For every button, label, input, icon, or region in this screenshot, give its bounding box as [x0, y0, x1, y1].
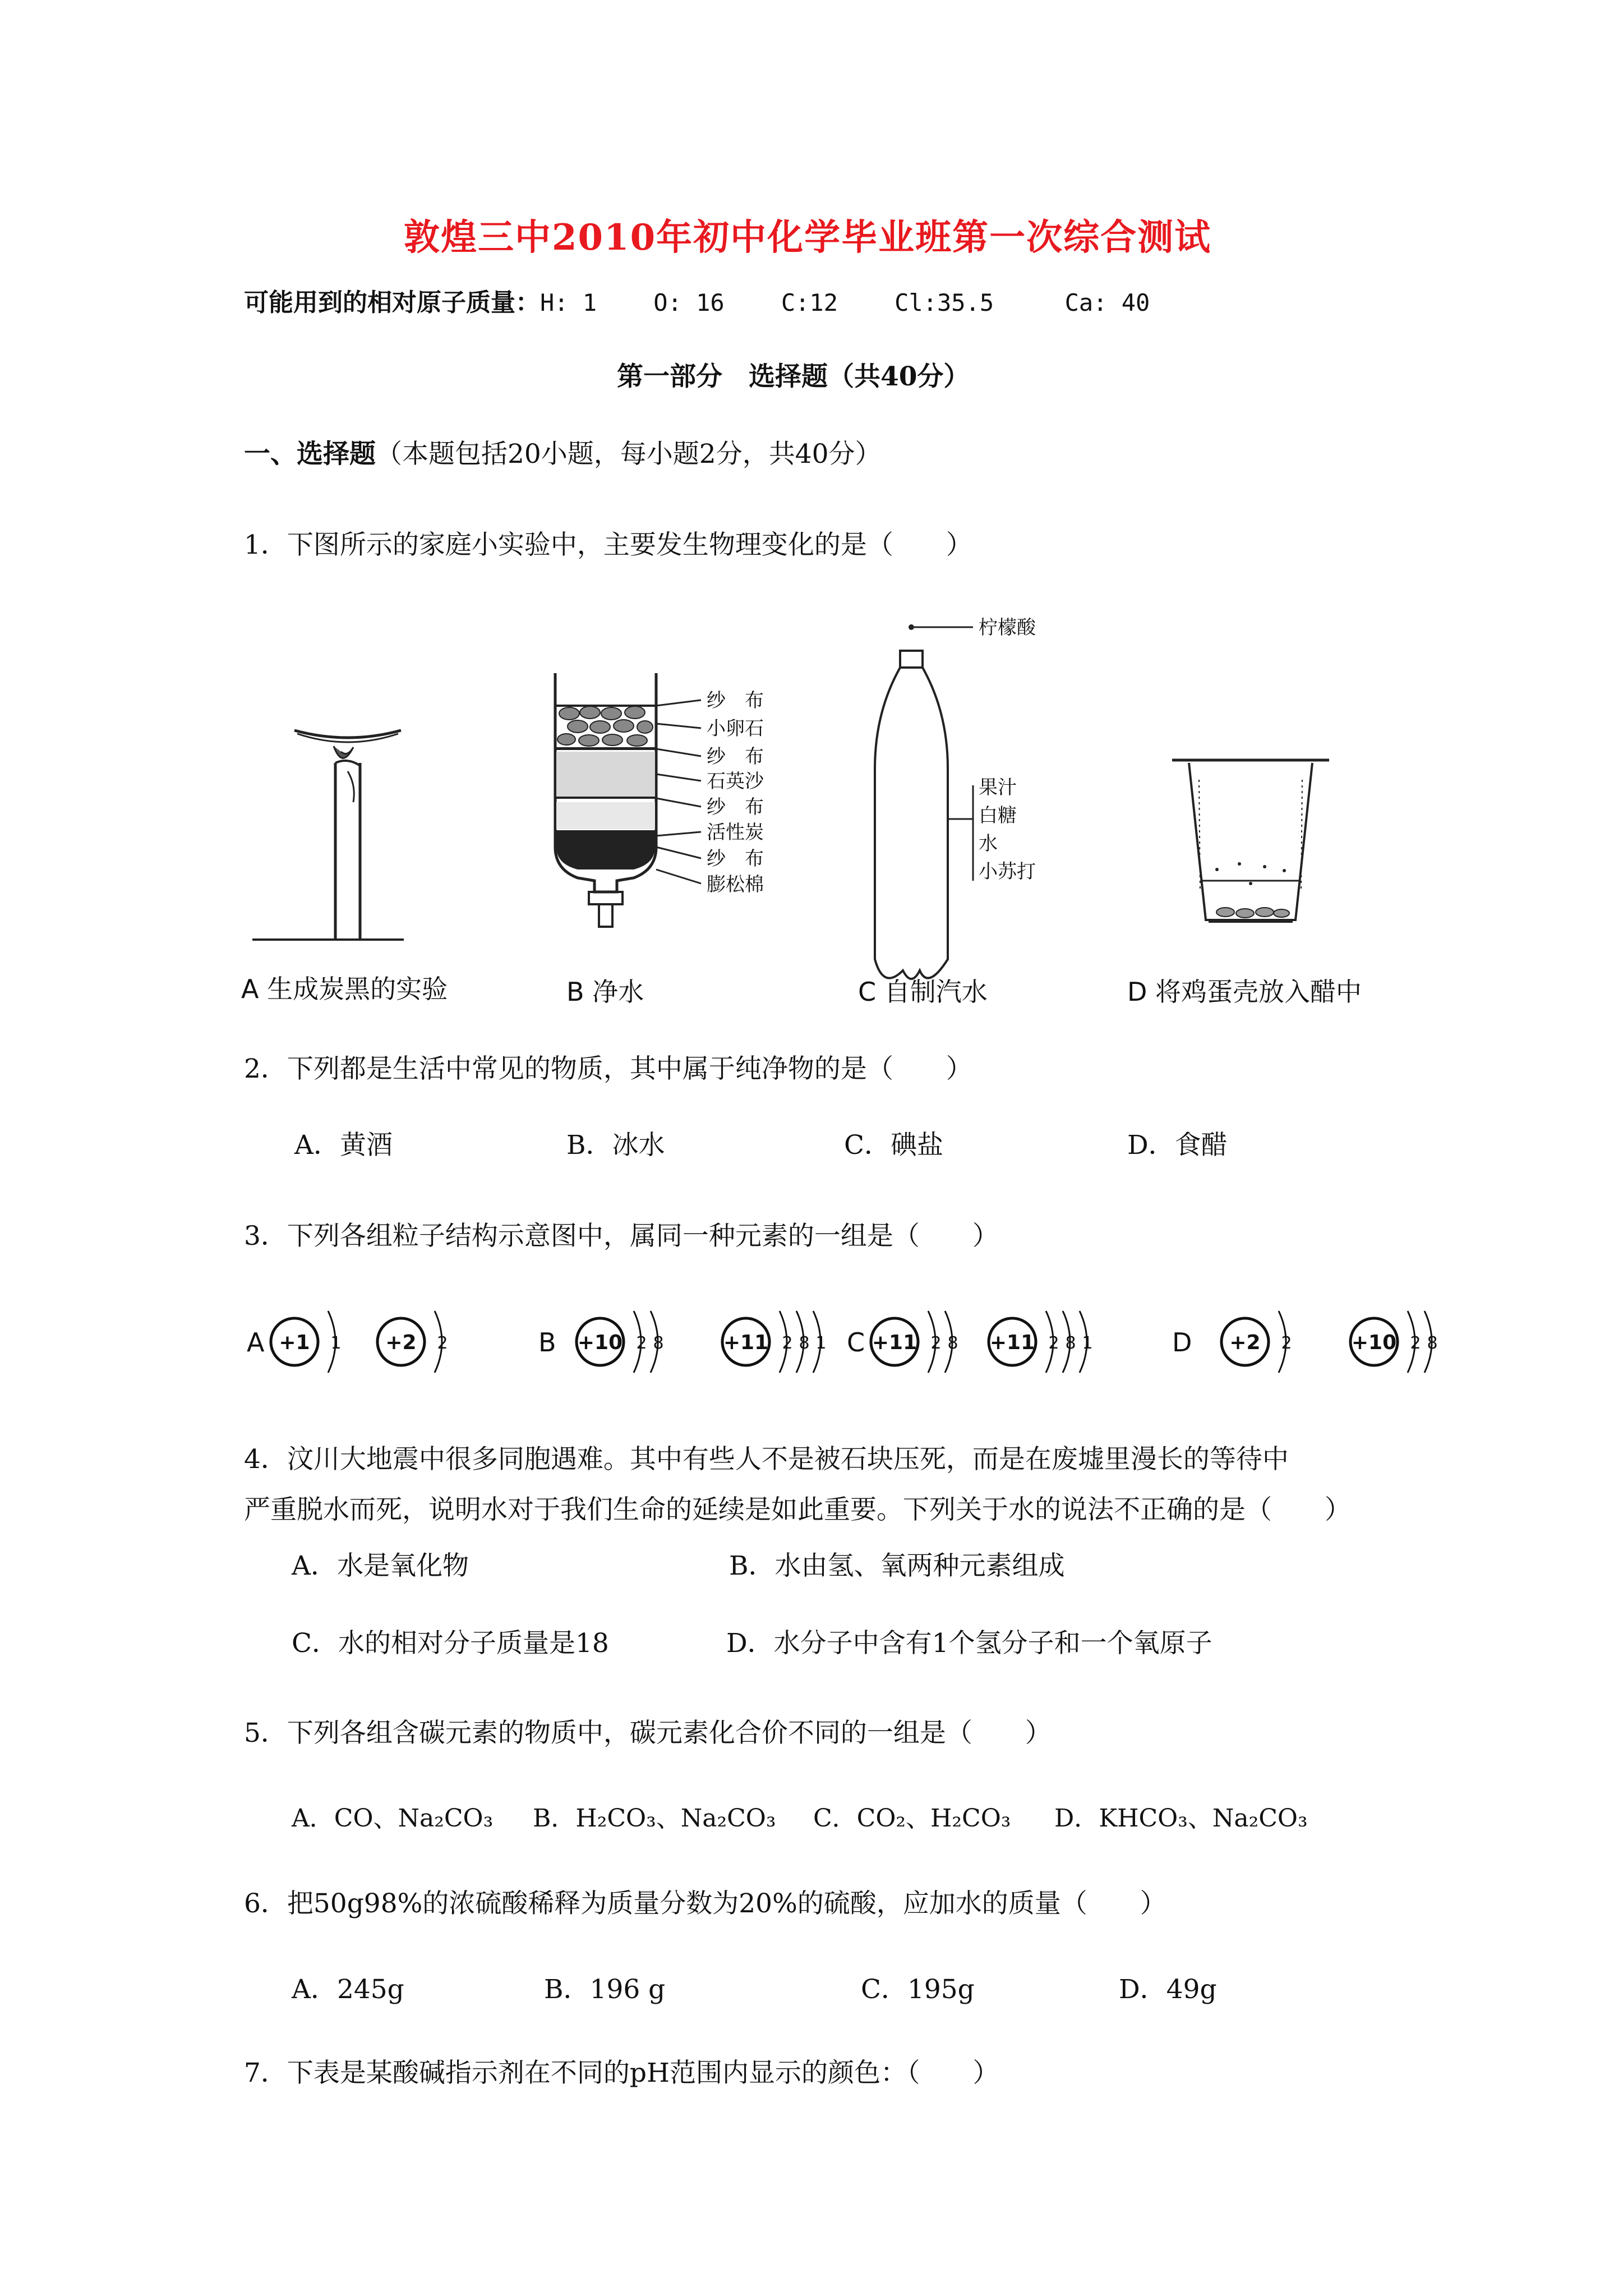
- filter-label: 纱 布: [707, 848, 764, 870]
- bottle-label: 小苏打: [979, 861, 1036, 883]
- bottle-label: 果汁: [979, 776, 1017, 799]
- q6-stem: 6．把50g98%的浓硫酸稀释为质量分数为20%的硫酸，应加水的质量（ ）: [244, 1888, 1166, 1919]
- filter-label: 活性炭: [707, 821, 764, 844]
- part-heading: 第一部分 选择题（共40分）: [617, 361, 970, 392]
- nucleus-charge: +10: [577, 1331, 623, 1354]
- electron-count: 2: [930, 1333, 942, 1353]
- electron-count: 1: [815, 1333, 827, 1353]
- q3-stem: 3．下列各组粒子结构示意图中，属同一种元素的一组是（ ）: [244, 1221, 999, 1251]
- q2-option-d: D．食醋: [1127, 1130, 1228, 1161]
- nucleus-charge: +11: [989, 1331, 1035, 1354]
- filter-label: 纱 布: [707, 796, 764, 818]
- q6-option-d: D．49g: [1119, 1974, 1217, 2005]
- q5-stem: 5．下列各组含碳元素的物质中，碳元素化合价不同的一组是（ ）: [244, 1718, 1052, 1749]
- q2-option-b: B．冰水: [566, 1130, 665, 1161]
- filter-label: 小卵石: [707, 717, 764, 740]
- q4-line2: 严重脱水而死，说明水对于我们生命的延续是如此重要。下列关于水的说法不正确的是（ ）: [244, 1494, 1351, 1525]
- electron-count: 8: [1427, 1333, 1438, 1353]
- filter-label: 纱 布: [707, 746, 764, 768]
- filter-label: 纱 布: [707, 689, 764, 712]
- q7-stem: 7．下表是某酸碱指示剂在不同的pH范围内显示的颜色：（ ）: [244, 2058, 999, 2088]
- bottle-top-label: 柠檬酸: [979, 616, 1036, 639]
- q5-option-a: A．CO、Na₂CO₃: [292, 1804, 494, 1833]
- electron-count: 2: [1281, 1333, 1292, 1353]
- q1-caption-c: C 自制汽水: [858, 977, 988, 1007]
- figure-b-water-filter: [538, 662, 852, 954]
- section-label: 一、选择题: [244, 439, 376, 470]
- electron-count: 8: [653, 1333, 664, 1353]
- q1-caption-b: B 净水: [566, 977, 644, 1007]
- nucleus-charge: +11: [723, 1331, 769, 1354]
- q1-stem: 1．下图所示的家庭小实验中，主要发生物理变化的是（ ）: [244, 530, 972, 560]
- filter-label: 膨松棉: [707, 873, 764, 896]
- section-note: （本题包括20小题，每小题2分，共40分）: [376, 439, 882, 470]
- q5-option-b: B．H₂CO₃、Na₂CO₃: [533, 1804, 776, 1833]
- q2-option-a: A．黄酒: [294, 1130, 393, 1161]
- q4-option-b: B．水由氢、氧两种元素组成: [729, 1550, 1065, 1581]
- q4-line1: 4．汶川大地震中很多同胞遇难。其中有些人不是被石块压死，而是在废墟里漫长的等待中: [244, 1444, 1289, 1475]
- electron-count: 1: [1082, 1333, 1093, 1353]
- bottle-label: 白糖: [979, 804, 1017, 827]
- section-heading: [244, 439, 882, 470]
- q4-option-c: C．水的相对分子质量是18: [292, 1628, 609, 1659]
- q4-option-a: A．水是氧化物: [292, 1550, 469, 1581]
- q5-option-c: C．CO₂、H₂CO₃: [813, 1804, 1011, 1833]
- electron-count: 2: [636, 1333, 647, 1353]
- nucleus-charge: +2: [1229, 1331, 1261, 1354]
- q3-group-letter: B: [538, 1327, 556, 1358]
- q6-option-c: C．195g: [861, 1974, 975, 2005]
- q3-group-letter: D: [1172, 1327, 1192, 1358]
- q1-caption-a: A 生成炭黑的实验: [241, 974, 448, 1004]
- atomic-mass-values: H: 1 O: 16 C:12 Cl:35.5 Ca: 40: [540, 289, 1150, 316]
- atomic-mass-label: 可能用到的相对原子质量：: [244, 288, 540, 317]
- nucleus-charge: +1: [279, 1331, 310, 1354]
- electron-count: 2: [1048, 1333, 1059, 1353]
- q3-group-letter: C: [847, 1327, 865, 1358]
- electron-count: 2: [437, 1333, 448, 1353]
- page-title: 敦煌三中2010年初中化学毕业班第一次综合测试: [404, 217, 1212, 259]
- electron-count: 8: [1065, 1333, 1076, 1353]
- filter-label: 石英沙: [707, 770, 764, 793]
- electron-count: 8: [947, 1333, 958, 1353]
- figure-a-candle: [241, 718, 409, 954]
- q5-option-d: D．KHCO₃、Na₂CO₃: [1054, 1804, 1308, 1833]
- figure-c-soda-bottle: [858, 600, 1105, 1007]
- q1-caption-d: D 将鸡蛋壳放入醋中: [1127, 977, 1362, 1007]
- electron-count: 8: [799, 1333, 810, 1353]
- nucleus-charge: +2: [385, 1331, 417, 1354]
- electron-count: 1: [330, 1333, 342, 1353]
- q2-stem: 2．下列都是生活中常见的物质，其中属于纯净物的是（ ）: [244, 1053, 972, 1084]
- bottle-label: 水: [979, 832, 998, 855]
- q3-group-letter: A: [247, 1327, 265, 1358]
- nucleus-charge: +11: [872, 1331, 917, 1354]
- q6-option-b: B．196 g: [544, 1974, 666, 2005]
- q2-option-c: C．碘盐: [844, 1130, 943, 1161]
- q6-option-a: A．245g: [292, 1974, 404, 2005]
- electron-count: 2: [1410, 1333, 1421, 1353]
- figure-d-beaker: [1166, 752, 1335, 931]
- electron-count: 2: [782, 1333, 793, 1353]
- nucleus-charge: +10: [1351, 1331, 1397, 1354]
- atomic-mass-line: [244, 288, 1150, 317]
- q4-option-d: D．水分子中含有1个氢分子和一个氧原子: [726, 1628, 1212, 1659]
- q3-atom-diagrams: [241, 1290, 1615, 1402]
